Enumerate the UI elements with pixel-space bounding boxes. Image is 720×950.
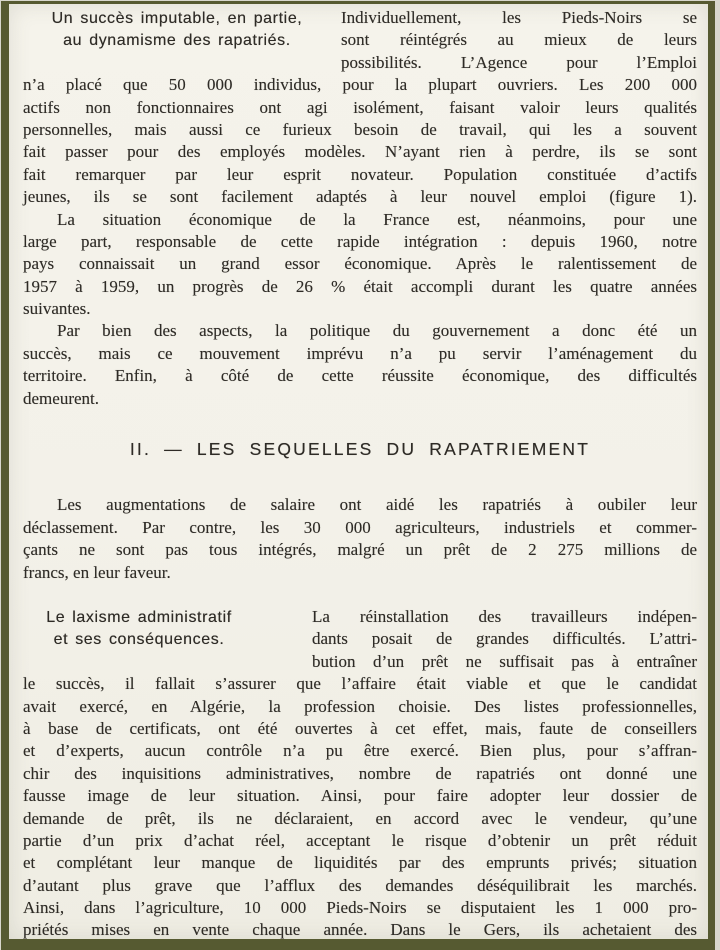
text-line: et d’experts, aucun contrôle n’a pu être exercé. Bien plus, pour s’affran- (23, 741, 697, 761)
text-line: large part, responsable de cette rapide intégration : depuis 1960, notre (23, 231, 697, 251)
paper (9, 4, 708, 939)
paragraph-salary-increases (23, 494, 697, 584)
text-line: dants posait de grandes difficultés. L’attri- (312, 629, 697, 649)
text-line: pays connaissait un grand essor économique. Après le ralentissement de (23, 254, 697, 274)
margin-note-success (23, 7, 341, 73)
text-line: personnelles, mais aussi ce furieux besoin de travail, qui les a souvent (23, 119, 697, 139)
text-line: avait exercé, en Algérie, la profession choisie. Des listes professionnelles, (23, 696, 697, 716)
text-line: priétés mises en vente chaque année. Dans le Gers, ils achetaient des (23, 920, 697, 939)
margin-note-line: Un succès imputable, en partie, (51, 10, 303, 27)
text-line: chir des inquisitions administratives, nombre de rapatriés ont donné une (23, 763, 697, 783)
text-line: et complétant leur manque de liquidités par des emprunts privés; situation (23, 853, 697, 873)
text-line: demeurent. (23, 388, 99, 408)
margin-note-line: Le laxisme administratif (46, 609, 232, 626)
page-border-frame (1, 1, 715, 950)
text-line: francs, en leur faveur. (23, 562, 171, 582)
margin-note-line: et ses conséquences. (53, 631, 225, 649)
text-line: suivantes. (23, 299, 91, 319)
text-line: demande de prêt, ils ne déclaraient, en accord avec le vendeur, qu’une (23, 808, 697, 828)
text-line: Par bien des aspects, la politique du gouvernement a donc été un (57, 321, 697, 341)
text-line: d’autant plus grave que l’afflux des demandes déséquilibrait les marchés. (23, 875, 697, 895)
text-line: actifs non fonctionnaires ont agi isolément, faisant valoir leurs qualités (23, 97, 697, 117)
text-line: La situation économique de la France est, néanmoins, pour une (57, 209, 697, 229)
text-line: jeunes, ils se sont facilement adaptés à leur nouvel emploi (figure 1). (23, 187, 697, 207)
paragraph-economic-situation (23, 209, 697, 321)
text-line: fait passer pour des employés modèles. N’ayant rien à perdre, ils se sont (23, 142, 697, 162)
block-laxisme (23, 606, 697, 939)
text-line: bution d’un prêt ne suffisait pas à entraîner (312, 651, 697, 671)
page-content (9, 4, 708, 939)
margin-note-text (23, 8, 331, 53)
text-line: n’a placé que 50 000 individus, pour la plupart ouvriers. Les 200 000 (23, 75, 697, 95)
text-line: Les augmentations de salaire ont aidé les rapatriés à oubiler leur (57, 495, 697, 515)
text-line: Ainsi, dans l’agriculture, 10 000 Pieds-Noirs se disputaient les 1 000 pro- (23, 898, 697, 918)
text-line: Individuellement, les Pieds-Noirs se (341, 8, 697, 27)
text-line: à base de certificats, ont été ouvertes à cet effet, mais, faute de conseillers (23, 718, 697, 738)
text-line: partie d’un prix d’achat réel, acceptant le risque d’obtenir un prêt réduit (23, 830, 697, 850)
text-line: fausse image de leur situation. Ainsi, pour faire adopter leur dossier de (23, 786, 697, 806)
text-line: fait remarquer par leur esprit novateur. Population constituée d’actifs (23, 164, 697, 184)
text-line: 1957 à 1959, un progrès de 26 % était accompli durant les quatre années (23, 276, 697, 296)
text-line: çants ne sont pas tous intégrés, malgré un prêt de 2 275 millions de (23, 540, 697, 560)
paragraph-government-policy (23, 320, 697, 410)
margin-note-line: au dynamisme des rapatriés. (63, 32, 291, 50)
text-line: le succès, il fallait s’assurer que l’affaire était viable et que le candidat (23, 674, 697, 694)
text-line: déclassement. Par contre, les 30 000 agriculteurs, industriels et commer- (23, 517, 697, 537)
text-line: La réinstallation des travailleurs indépen- (312, 607, 697, 626)
margin-note-text (23, 607, 255, 652)
block-success (23, 7, 697, 209)
margin-note-laxisme (23, 606, 312, 672)
text-line: succès, mais ce mouvement imprévu n’a pu servir l’aménagement du (23, 343, 697, 363)
text-line: sont réintégrés au mieux de leurs (341, 30, 697, 50)
section-heading: II. — LES SEQUELLES DU RAPATRIEMENT (129, 439, 591, 460)
text-line: territoire. Enfin, à côté de cette réussite économique, des difficultés (23, 366, 697, 386)
text-line: possibilités. L’Agence pour l’Emploi (341, 52, 697, 72)
